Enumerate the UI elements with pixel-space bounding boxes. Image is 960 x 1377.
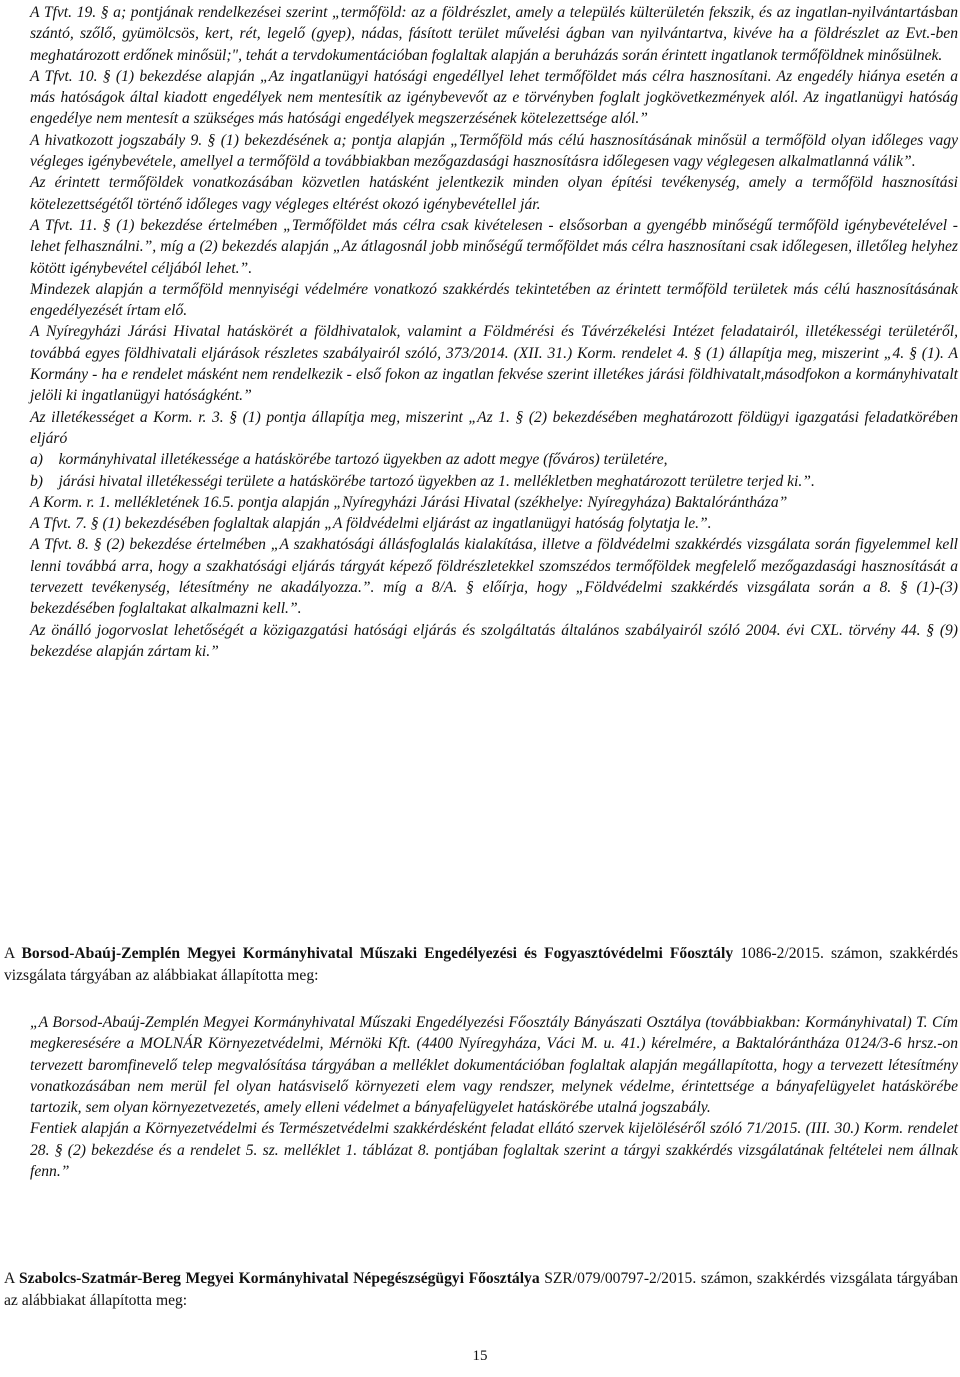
paragraph-competence: A Nyíregyházi Járási Hivatal hatáskörét a földhivatalok, valamint a Földmérési és Távérzékelési Intézet feladatairól, illetékességi területéről, továbbá egyes földhivatali eljárások részletes szabályairól szóló, 373/2014. (XII. 31.) Korm. rendelet 4. § (1) állapítja meg, miszerint „4. § (1). A Kormány - ha e rendelet másként nem rendelkezik - első fokon az ingatlan fekvése szerint illetékes járási földhivatalt,másodfokon a kormányhivatalt jelöli ki ingatlanügyi hatóságként.”: [30, 323, 958, 405]
authority-statement-2: [4, 1268, 958, 1311]
quoted-conclusion: Fentiek alapján a Környezetvédelmi és Természetvédelmi szakkérdésként feladat ellátó szervek kijelöléséről szóló 71/2015. (III. 30.) Korm. rendelet 28. § (2) bekezdése és a rendelet 5. sz. melléklet 1. táblázat 8. pontjában foglaltak szerint a tárgyi szakkérdés vizsgálatának feltételei nem állnak fenn.”: [30, 1120, 958, 1181]
paragraph-appeal: Az önálló jogorvoslat lehetőségét a közigazgatási hatósági eljárás és szolgáltatás általános szabályairól szóló 2004. évi CXL. törvény 44. § (9) bekezdése alapján zártam ki.”: [30, 621, 958, 660]
paragraph-tfvt-8: A Tfvt. 8. § (2) bekezdése értelmében „A szakhatósági állásfoglalás kialakítása, illetve a földvédelmi szakkérdés vizsgálata során figyelemmel kell lenni továbbá arra, hogy a szakhatósági eljárás tárgyát képező földrészletekkel szomszédos termőföldek megfelelő mezőgazdasági hasznosítását a tervezett tevékenység, létesítmény ne akadályozza.”. míg a 8/A. § előírja, hogy „Földvédelmi szakkérdés vizsgálata során a 8. § (1)-(3) bekezdésében foglaltakat alkalmazni kell.”.: [30, 536, 958, 618]
paragraph-conclusion: Mindezek alapján a termőföld mennyiségi védelmére vonatkozó szakkérdés tekintetében az érintett termőföld területek más célú hasznosításának engedélyezését írtam elő.: [30, 280, 958, 320]
page-number: 15: [472, 1348, 488, 1364]
lead-prefix: A: [4, 945, 15, 962]
paragraph-jurisdiction: Az illetékességet a Korm. r. 3. § (1) pontja állapítja meg, miszerint „Az 1. § (2) bekezdésében meghatározott földügyi igazgatási feladatkörében eljáró: [30, 408, 958, 447]
list-item-a: a) kormányhivatal illetékessége a hatáskörébe tartozó ügyekben az adott megye (főváros) területére,: [30, 451, 668, 469]
lead-prefix: A: [4, 1270, 15, 1287]
paragraph-direct-effect: Az érintett termőföldek vonatkozásában közvetlen hatásként jelentkezik minden olyan építési tevékenység, amely a termőföld hasznosítási kötelezettségétől történő időleges vagy végleges eltérést okozó igénybevétellel jár.: [30, 174, 958, 213]
lead-suffix: SZR/079/00797-2/2015. számon, szakkérdés vizsgálata tárgyában az alábbiakat állapította meg:: [4, 1270, 958, 1309]
lead-suffix: 1086-2/2015. számon, szakkérdés vizsgálata tárgyában az alábbiakat állapította meg:: [4, 945, 959, 984]
authority-statement-1: [4, 943, 958, 986]
paragraph-tfvt-9: A hivatkozott jogszabály 9. § (1) bekezdésének a; pontja alapján „Termőföld más célú hasznosításának minősül a termőföld olyan időleges vagy végleges igénybevétele, amellyel a termőföld a továbbiakban mezőgazdasági hasznosításra időlegesen vagy véglegesen alkalmatlanná válik”.: [30, 131, 958, 171]
authority-name: Borsod-Abaúj-Zemplén Megyei Kormányhivatal Műszaki Engedélyezési és Fogyasztóvédelmi Főosztály: [21, 945, 734, 962]
paragraph-tfvt-10: A Tfvt. 10. § (1) bekezdése alapján „Az ingatlanügyi hatósági engedéllyel lehet termőföldet más célra hasznosítani. Az engedély hiánya esetén a más hatóságok által kiadott engedélyek nem mentesítik az igénybevevőt az e törvényben foglalt jogkövetkezmények alól. Az ingatlanügyi hatóság engedélye nem mentesít a szükséges más hatósági engedélyek megszerzésének kötelezettsége alól.”: [30, 67, 958, 128]
quoted-finding-block: [30, 1012, 958, 1182]
paragraph-tfvt-7: A Tfvt. 7. § (1) bekezdésében foglaltak alapján „A földvédelmi eljárást az ingatlanügyi hatóság folytatja le.”.: [30, 515, 712, 533]
list-item-b: b) járási hivatal illetékességi területe a hatáskörébe tartozó ügyekben az 1. mellékletben meghatározott területre terjed ki.”.: [30, 472, 815, 490]
paragraph-tfvt-11: A Tfvt. 11. § (1) bekezdése értelmében „Termőföldet más célra csak kivételesen - elsősorban a gyengébb minőségű termőföld igénybevételével - lehet felhasználni.”, míg a (2) bekezdés alapján „Az átlagosnál jobb minőségű termőföldet más célra hasznosítani csak időlegesen, illetőleg helyhez kötött igénybevétel céljából lehet.”.: [30, 216, 958, 277]
quoted-finding: „A Borsod-Abaúj-Zemplén Megyei Kormányhivatal Műszaki Engedélyezési Főosztály Bányászati Osztálya (továbbiakban: Kormányhivatal) T. Cím megkeresésére a MOLNÁR Környezetvédelmi, Mérnöki Kft. (4400 Nyíregyháza, Váci M. u. 41.) kérelmére, a Baktalórántháza 0124/3-6 hrsz.-on tervezett baromfinevelő telep megvalósítása tárgyában a melléklet dokumentációban foglaltak alapján megállapította, hogy a tervezett létesítmény vonatkozásában nem merül fel olyan hatásviselő környezeti elem vagy rendszer, melynek védelme, érintettsége a bányafelügyelet hatáskörébe tartozik, sem olyan környezetvezetés, amely elleni védelmet a bányafelügyelet hatáskörébe utalná jogszabály.: [30, 1014, 958, 1117]
paragraph-tfvt-19: A Tfvt. 19. § a; pontjának rendelkezései szerint „termőföld: az a földrészlet, amely a település külterületén fekszik, és az ingatlan-nyilvántartásban szántó, szőlő, gyümölcsös, kert, rét, legelő (gyep), nádas, fásított terület művelési ágban van nyilvántartva, kivéve ha a földrészlet az Evt.-ben meghatározott erdőnek minősül;", tehát a tervdokumentációban foglaltak alapján a beruházás során érintett ingatlanok termőföldnek minősülnek.: [30, 4, 958, 64]
legal-reasoning-block: [30, 2, 958, 662]
paragraph-annex: A Korm. r. 1. mellékletének 16.5. pontja alapján „Nyíregyházi Járási Hivatal (székhelye: Nyíregyháza) Baktalórántháza”: [30, 493, 788, 511]
authority-name: Szabolcs-Szatmár-Bereg Megyei Kormányhivatal Népegészségügyi Főosztálya: [18, 1270, 540, 1287]
